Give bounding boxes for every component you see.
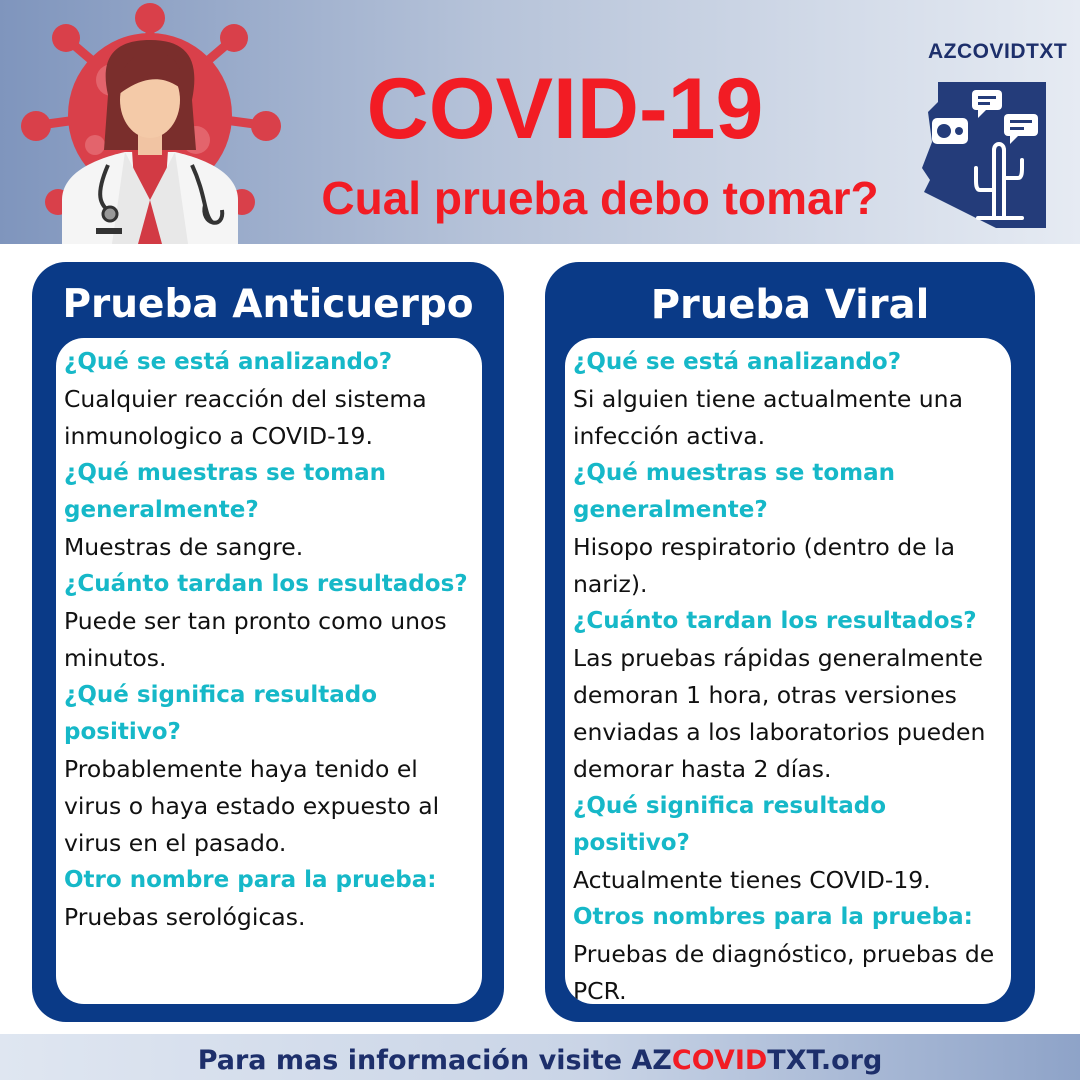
card-title: Prueba Viral xyxy=(650,282,930,328)
answer-other-names: Pruebas de diagnóstico, pruebas de PCR. xyxy=(573,940,995,1004)
answer-what-is-tested: Cualquier reacción del sistema inmunologico a COVID-19. xyxy=(64,385,427,450)
brand-tag: AZCOVIDTXT xyxy=(928,40,1068,63)
card-title: Prueba Anticuerpo xyxy=(62,282,474,327)
footer-highlight: COVID xyxy=(671,1045,768,1076)
question-what-is-tested: ¿Qué se está analizando? xyxy=(64,349,393,375)
answer-positive-meaning: Probablemente haya tenido el virus o haya estado expuesto al virus en el pasado. xyxy=(64,755,440,857)
answer-samples: Muestras de sangre. xyxy=(64,533,304,561)
footer-domain-suffix: TXT.org xyxy=(767,1045,883,1076)
page-title: COVID-19 xyxy=(366,61,764,157)
answer-what-is-tested: Si alguien tiene actualmente una infección activa. xyxy=(573,385,963,450)
card-body xyxy=(565,338,1011,1004)
question-result-time: ¿Cuánto tardan los resultados? xyxy=(573,608,977,634)
card-body xyxy=(56,338,482,1004)
question-positive-meaning: ¿Qué significa resultado positivo? xyxy=(573,793,887,856)
virus-badge-icon xyxy=(932,118,968,144)
answer-other-name: Pruebas serológicas. xyxy=(64,903,306,931)
header-banner xyxy=(0,0,1080,244)
answer-samples: Hisopo respiratorio (dentro de la nariz). xyxy=(573,533,955,598)
question-result-time: ¿Cuánto tardan los resultados? xyxy=(64,571,468,597)
card-viral-test xyxy=(545,262,1035,1022)
question-other-name: Otro nombre para la prueba: xyxy=(64,867,437,893)
page-subtitle: Cual prueba debo tomar? xyxy=(321,172,879,224)
question-positive-meaning: ¿Qué significa resultado positivo? xyxy=(64,682,378,745)
question-what-is-tested: ¿Qué se está analizando? xyxy=(573,349,902,375)
question-samples: ¿Qué muestras se toman generalmente? xyxy=(64,460,387,523)
answer-result-time: Las pruebas rápidas generalmente demoran 1 hora, otras versiones enviadas a los laboratorios pueden demorar hasta 2 días. xyxy=(573,644,986,783)
footer-text: Para mas información visite AZ xyxy=(197,1045,672,1076)
question-other-names: Otros nombres para la prueba: xyxy=(573,904,973,930)
answer-positive-meaning: Actualmente tienes COVID-19. xyxy=(573,866,931,894)
answer-result-time: Puede ser tan pronto como unos minutos. xyxy=(64,607,447,672)
arizona-map-icon xyxy=(918,72,1060,232)
question-samples: ¿Qué muestras se toman generalmente? xyxy=(573,460,896,523)
footer-banner xyxy=(0,1034,1080,1080)
card-antibody-test xyxy=(32,262,504,1022)
